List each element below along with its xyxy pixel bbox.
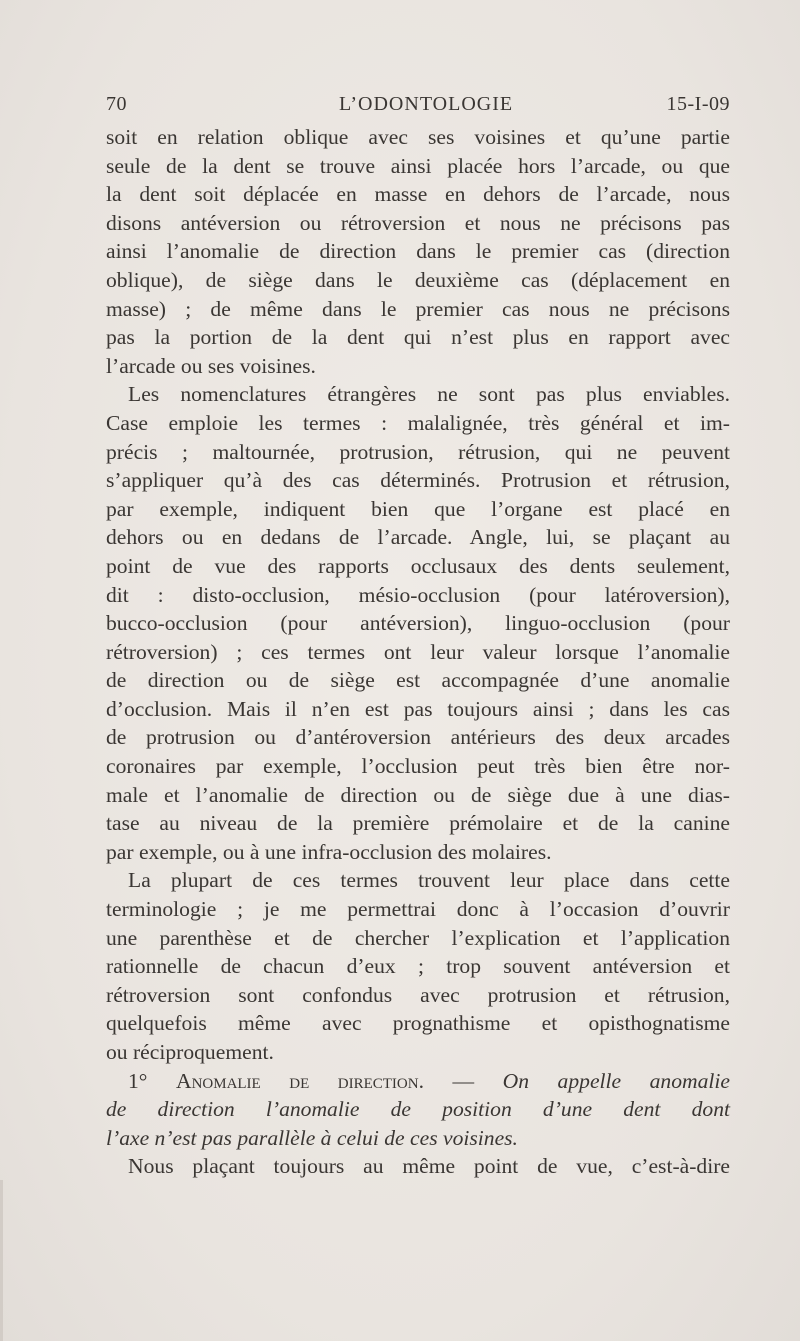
text-line: quelquefois même avec prognathisme et opisthognatisme <box>106 1011 730 1036</box>
text-line: une parenthèse et de chercher l’explication et l’application <box>106 925 730 950</box>
text-line: disons antéversion ou rétroversion et nous ne précisons pas <box>106 210 730 235</box>
text-line: seule de la dent se trouve ainsi placée hors l’arcade, ou que <box>106 153 730 178</box>
section-heading-line <box>106 1067 730 1096</box>
text-line: masse) ; de même dans le premier cas nous ne précisons <box>106 296 730 321</box>
issue-date: 15-I-09 <box>666 93 730 115</box>
text-line: dit : disto-occlusion, mésio-occlusion (pour latéroversion), <box>106 582 730 607</box>
section-definition-line: de direction l’anomalie de position d’une dent dont <box>106 1097 730 1122</box>
paragraph-start-line: Les nomenclatures étrangères ne sont pas plus enviables. <box>128 382 730 407</box>
running-title: L’ODONTOLOGIE <box>339 93 514 115</box>
text-line: rétroversion sont confondus avec protrusion et rétrusion, <box>106 982 730 1007</box>
section-number: 1° <box>128 1068 148 1093</box>
text-line: terminologie ; je me permettrai donc à l’occasion d’ouvrir <box>106 897 730 922</box>
text-line: bucco-occlusion (pour antéversion), linguo-occlusion (pour <box>106 611 730 636</box>
text-line: par exemple, ou à une infra-occlusion des molaires. <box>106 839 552 864</box>
section-definition-line: l’axe n’est pas parallèle à celui de ces voisines. <box>106 1125 518 1150</box>
text-line: la dent soit déplacée en masse en dehors de l’arcade, nous <box>106 182 730 207</box>
section-heading: Anomalie de direction. <box>175 1068 424 1093</box>
text-line: Case emploie les termes : malalignée, très général et im- <box>106 410 730 435</box>
text-line: male et l’anomalie de direction ou de siège due à une dias- <box>106 782 730 807</box>
text-line: point de vue des rapports occlusaux des dents seulement, <box>106 553 730 578</box>
page-edge-shadow <box>0 1180 3 1341</box>
text-line: par exemple, indiquent bien que l’organe est placé en <box>106 496 730 521</box>
text-line: rationnelle de chacun d’eux ; trop souvent antéversion et <box>106 954 730 979</box>
text-line: oblique), de siège dans le deuxième cas (déplacement en <box>106 267 730 292</box>
text-line: l’arcade ou ses voisines. <box>106 353 316 378</box>
text-line: pas la portion de la dent qui n’est plus en rapport avec <box>106 325 730 350</box>
text-line: soit en relation oblique avec ses voisines et qu’une partie <box>106 125 730 149</box>
text-line: tase au niveau de la première prémolaire et de la canine <box>106 811 730 836</box>
text-line: coronaires par exemple, l’occlusion peut très bien être nor- <box>106 754 730 779</box>
text-line: ainsi l’anomalie de direction dans le premier cas (direction <box>106 239 730 264</box>
paragraph-start-line: Nous plaçant toujours au même point de vue, c’est-à-dire <box>128 1154 730 1179</box>
text-line: d’occlusion. Mais il n’en est pas toujours ainsi ; dans les cas <box>106 696 730 721</box>
section-dash: — <box>452 1068 475 1093</box>
text-line: ou réciproquement. <box>106 1040 274 1064</box>
section-definition-start: On appelle anomalie <box>502 1068 730 1093</box>
text-line: précis ; maltournée, protrusion, rétrusion, qui ne peuvent <box>106 439 730 464</box>
text-line: dehors ou en dedans de l’arcade. Angle, lui, se plaçant au <box>106 525 730 550</box>
body-text <box>106 123 730 1181</box>
text-line: de direction ou de siège est accompagnée d’une anomalie <box>106 668 730 693</box>
text-line: rétroversion) ; ces termes ont leur valeur lorsque l’anomalie <box>106 639 730 664</box>
paragraph-start-line: La plupart de ces termes trouvent leur place dans cette <box>128 868 730 893</box>
text-line: de protrusion ou d’antéroversion antérieurs des deux arcades <box>106 725 730 750</box>
running-header <box>106 93 730 119</box>
page-number: 70 <box>106 93 127 115</box>
text-line: s’appliquer qu’à des cas déterminés. Protrusion et rétrusion, <box>106 468 730 493</box>
